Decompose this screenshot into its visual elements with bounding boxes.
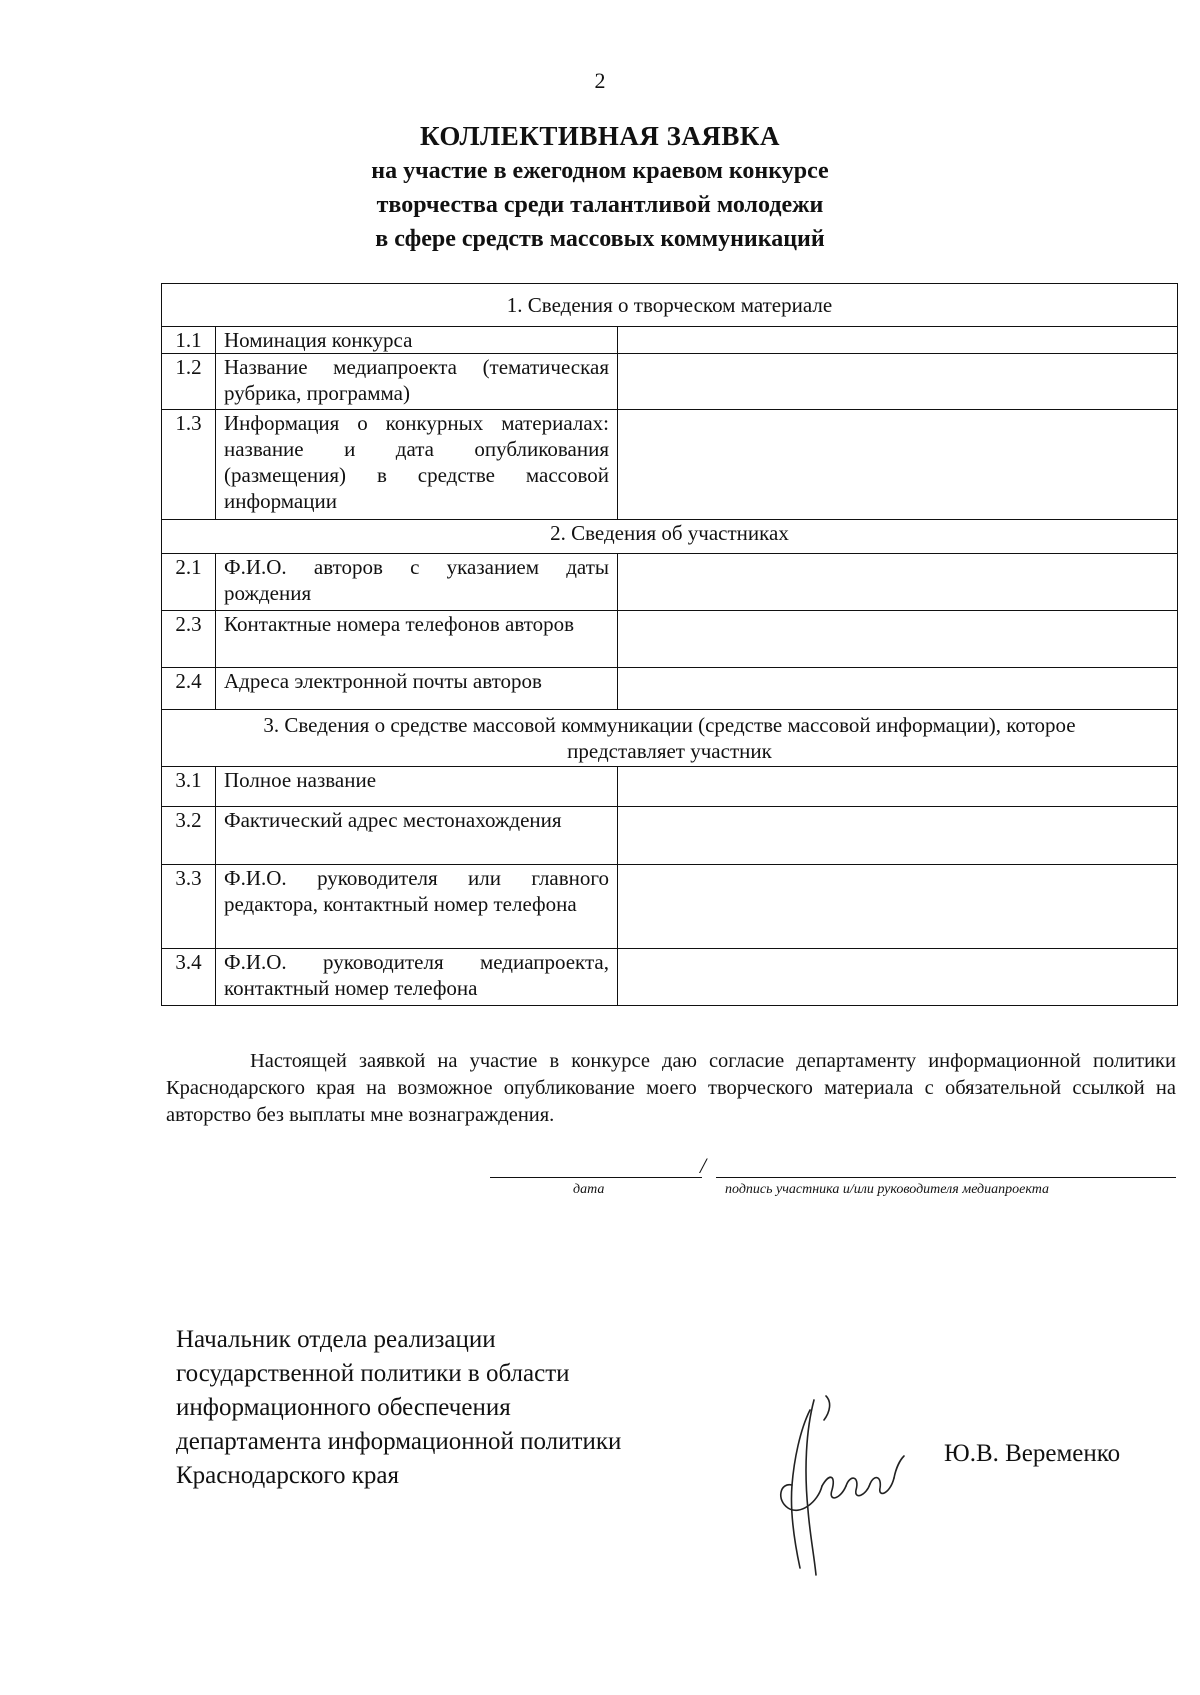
row-number: 2.3 <box>162 611 216 668</box>
row-label: Фактический адрес местонахождения <box>216 807 618 865</box>
row-number: 2.1 <box>162 554 216 611</box>
row-number: 1.1 <box>162 327 216 354</box>
row-number: 2.4 <box>162 668 216 710</box>
row-number: 1.3 <box>162 410 216 520</box>
section-header-row <box>162 284 1178 327</box>
handwritten-signature <box>770 1390 920 1580</box>
row-value-field[interactable] <box>618 354 1178 410</box>
table-row <box>162 865 1178 949</box>
document-title <box>0 118 1200 256</box>
table-row <box>162 949 1178 1006</box>
row-label: Информация о конкурных материалах: название и дата опубликования (размещения) в средстве массовой информации <box>216 410 618 520</box>
table-row <box>162 767 1178 807</box>
table-row <box>162 327 1178 354</box>
title-line-1: КОЛЛЕКТИВНАЯ ЗАЯВКА <box>420 121 780 151</box>
row-label: Контактные номера телефонов авторов <box>216 611 618 668</box>
signatory-line-1: Начальник отдела реализации <box>176 1326 496 1353</box>
signatory-line-2: государственной политики в области <box>176 1360 570 1387</box>
consent-paragraph: Настоящей заявкой на участие в конкурсе даю согласие департаменту информационной политики Краснодарского края на возможное опубликование моего творческого материала с обязательной ссылкой на авторство без выплаты мне вознаграждения. <box>166 1050 1176 1126</box>
date-caption: дата <box>573 1182 605 1197</box>
signature-separator: / <box>700 1153 707 1178</box>
section-2-header: 2. Сведения об участниках <box>162 520 1178 554</box>
row-value-field[interactable] <box>618 554 1178 611</box>
signature-field[interactable] <box>716 1177 1176 1178</box>
row-value-field[interactable] <box>618 865 1178 949</box>
row-label: Номинация конкурса <box>216 327 618 354</box>
signatory-position <box>176 1323 736 1493</box>
signatory-line-3: информационного обеспечения <box>176 1394 511 1421</box>
date-field[interactable] <box>490 1177 702 1178</box>
table-row <box>162 668 1178 710</box>
row-value-field[interactable] <box>618 327 1178 354</box>
section-header-row <box>162 520 1178 554</box>
table-row <box>162 554 1178 611</box>
row-number: 1.2 <box>162 354 216 410</box>
row-number: 3.3 <box>162 865 216 949</box>
title-line-2: на участие в ежегодном краевом конкурсе <box>371 158 829 184</box>
row-value-field[interactable] <box>618 611 1178 668</box>
row-value-field[interactable] <box>618 668 1178 710</box>
row-value-field[interactable] <box>618 410 1178 520</box>
row-label: Ф.И.О. руководителя или главного редактора, контактный номер телефона <box>216 865 618 949</box>
title-line-3: творчества среди талантливой молодежи <box>376 192 824 218</box>
table-row <box>162 354 1178 410</box>
row-label: Ф.И.О. руководителя медиапроекта, контактный номер телефона <box>216 949 618 1006</box>
section-3-header: 3. Сведения о средстве массовой коммуникации (средстве массовой информации), которое представляет участник <box>162 710 1178 767</box>
table-row <box>162 611 1178 668</box>
section-header-row <box>162 710 1178 767</box>
row-number: 3.2 <box>162 807 216 865</box>
signatory-line-4: департамента информационной политики <box>176 1428 622 1455</box>
application-form-table <box>161 283 1178 1006</box>
signatory-line-5: Краснодарского края <box>176 1462 399 1489</box>
signature-caption: подпись участника и/или руководителя медиапроекта <box>725 1182 1050 1197</box>
table-row <box>162 807 1178 865</box>
title-line-4: в сфере средств массовых коммуникаций <box>375 226 825 252</box>
signatory-name: Ю.В. Веременко <box>944 1440 1121 1467</box>
row-value-field[interactable] <box>618 949 1178 1006</box>
row-value-field[interactable] <box>618 767 1178 807</box>
row-label: Полное название <box>216 767 618 807</box>
section-1-header: 1. Сведения о творческом материале <box>162 284 1178 327</box>
row-label: Ф.И.О. авторов с указанием даты рождения <box>216 554 618 611</box>
row-value-field[interactable] <box>618 807 1178 865</box>
row-label: Адреса электронной почты авторов <box>216 668 618 710</box>
row-number: 3.4 <box>162 949 216 1006</box>
row-number: 3.1 <box>162 767 216 807</box>
page-number: 2 <box>594 68 606 93</box>
row-label: Название медиапроекта (тематическая рубрика, программа) <box>216 354 618 410</box>
table-row <box>162 410 1178 520</box>
